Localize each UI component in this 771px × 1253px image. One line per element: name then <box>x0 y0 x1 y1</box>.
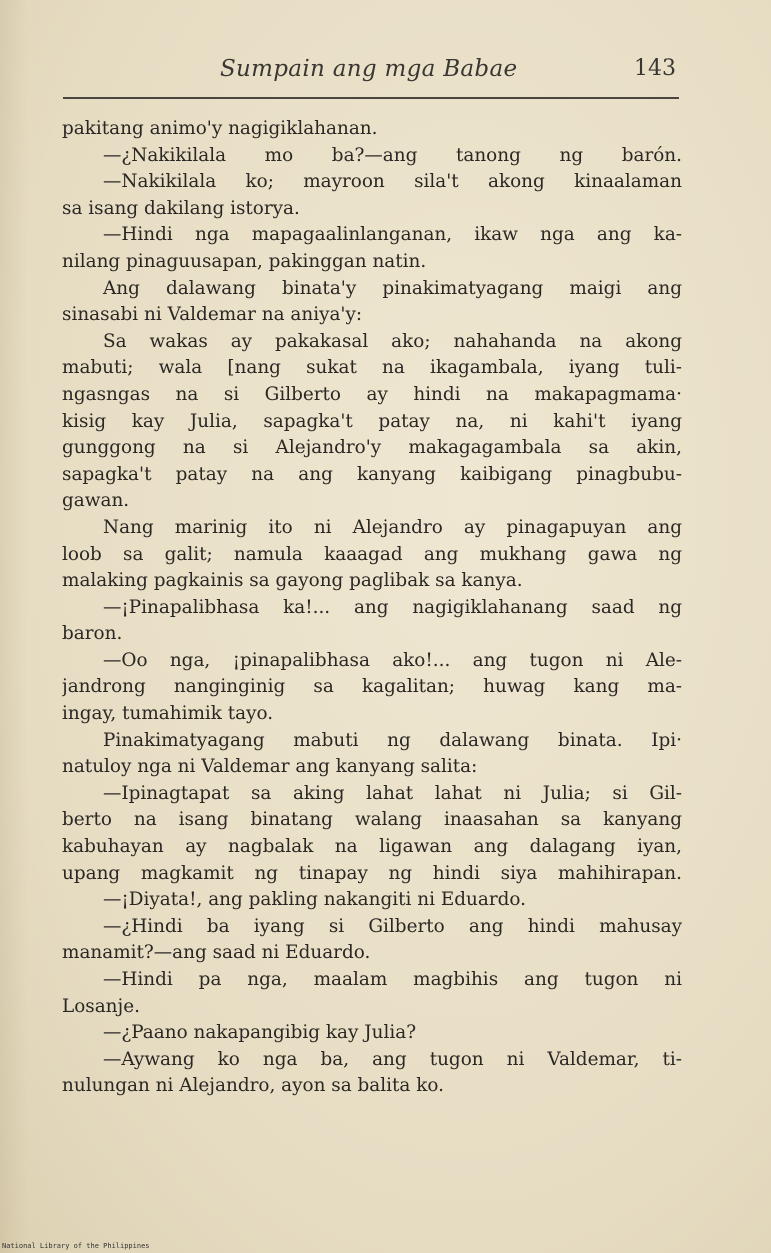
text-line: nilang pinaguusapan, pakinggan natin. <box>62 250 427 272</box>
text-line: manamit?—ang saad ni Eduardo. <box>62 942 371 964</box>
text-line: Nang marinig ito ni Alejandro ay pinagapuyan ang <box>103 516 682 538</box>
text-line: pakitang animo'y nagigiklahanan. <box>62 118 378 139</box>
text-line: —Oo nga, ¡pinapalibhasa ako!... ang tugon ni Ale- <box>103 649 682 671</box>
text-line: —Ipinagtapat sa aking lahat lahat ni Julia; si Gil- <box>103 782 682 804</box>
text-line: nulungan ni Alejandro, ayon sa balita ko. <box>62 1075 444 1097</box>
text-line: ngasngas na si Gilberto ay hindi na makapagmama· <box>62 383 682 405</box>
text-line: —¿Hindi ba iyang si Gilberto ang hindi mahusay <box>103 915 682 937</box>
page-number: 143 <box>634 56 676 81</box>
text-line: berto na isang binatang walang inaasahan sa kanyang <box>62 809 682 831</box>
text-line: sinasabi ni Valdemar na aniya'y: <box>62 304 363 326</box>
text-line: natuloy nga ni Valdemar ang kanyang salita: <box>62 756 478 778</box>
text-line: Losanje. <box>62 995 140 1017</box>
text-line: sa isang dakilang istorya. <box>62 197 300 219</box>
text-line: —Aywang ko nga ba, ang tugon ni Valdemar, ti- <box>103 1048 682 1070</box>
text-line: sapagka't patay na ang kanyang kaibigang pinagbubu- <box>62 463 682 485</box>
text-line: —Hindi pa nga, maalam magbihis ang tugon ni <box>103 969 682 990</box>
text-line: jandrong nanginginig sa kagalitan; huwag kang ma- <box>62 676 682 698</box>
running-title: Sumpain ang mga Babae <box>220 56 518 82</box>
text-line: Pinakimatyagang mabuti ng dalawang binata. Ipi· <box>103 729 682 751</box>
text-line: —Hindi nga mapagaalinlanganan, ikaw nga ang ka- <box>103 224 682 246</box>
header-rule <box>63 97 679 99</box>
text-line: upang magkamit ng tinapay ng hindi siya mahihirapan. <box>62 862 682 884</box>
text-line: —¡Diyata!, ang pakling nakangiti ni Eduardo. <box>103 889 527 911</box>
body-text <box>62 116 682 1100</box>
text-line: kabuhayan ay nagbalak na ligawan ang dalagang iyan, <box>62 836 682 858</box>
text-line: ingay, tumahimik tayo. <box>62 703 274 725</box>
text-line: Sa wakas ay pakakasal ako; nahahanda na akong <box>103 330 682 352</box>
text-line: mabuti; wala [nang sukat na ikagambala, iyang tuli- <box>62 357 682 379</box>
text-line: baron. <box>62 623 123 645</box>
text-line: Ang dalawang binata'y pinakimatyagang maigi ang <box>103 277 682 299</box>
text-line: kisig kay Julia, sapagka't patay na, ni kahi't iyang <box>62 410 682 432</box>
text-line: —¡Pinapalibhasa ka!... ang nagigiklahanang saad ng <box>103 596 682 618</box>
text-line: —Nakikilala ko; mayroon sila't akong kinaalaman <box>103 171 682 193</box>
text-line: —¿Paano nakapangibig kay Julia? <box>103 1022 417 1044</box>
text-line: —¿Nakikilala mo ba?—ang tanong ng barón. <box>103 144 682 166</box>
text-line: malaking pagkainis sa gayong paglibak sa kanya. <box>62 570 523 592</box>
library-credit: National Library of the Philippines <box>2 1242 150 1250</box>
page-header <box>0 52 771 92</box>
text-line: gawan. <box>62 490 130 512</box>
text-line: loob sa galit; namula kaaagad ang mukhang gawa ng <box>62 543 682 565</box>
text-line: gunggong na si Alejandro'y makagagambala sa akin, <box>62 437 682 459</box>
